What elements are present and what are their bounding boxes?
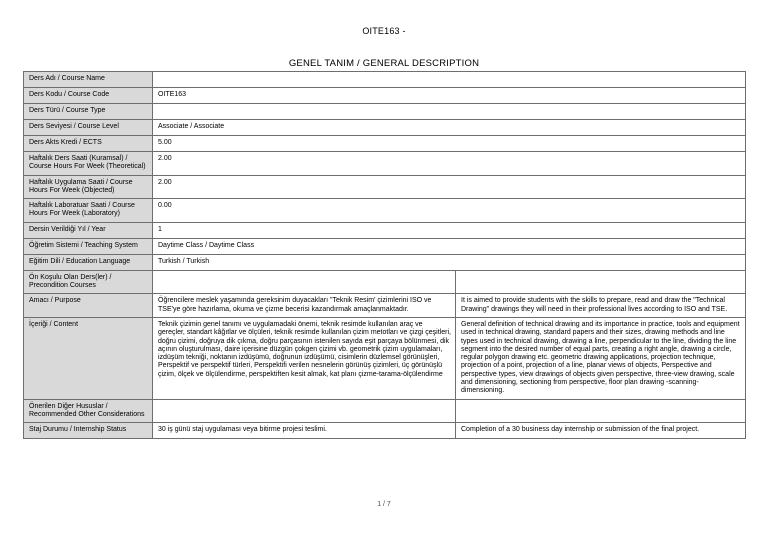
row-value: 2.00 [153, 175, 746, 199]
row-value-turkish [153, 399, 456, 423]
row-value-english: It is aimed to provide students with the skills to prepare, read and draw the "Technical Drawing" drawings they will need in their professional lives according to ISO and TSE. [456, 294, 746, 318]
table-row [24, 317, 746, 399]
row-value-english [456, 399, 746, 423]
row-label: Eğitim Dili / Education Language [24, 254, 153, 270]
row-label: İçeriği / Content [24, 317, 153, 399]
table-row [24, 270, 746, 294]
row-label: Ders Kodu / Course Code [24, 88, 153, 104]
table-row [24, 136, 746, 152]
row-value: Daytime Class / Daytime Class [153, 238, 746, 254]
table-row [24, 294, 746, 318]
table-row [24, 152, 746, 176]
row-value-turkish: Öğrencilere meslek yaşamında gereksinim duyacakları "Teknik Resim' çizimlerini ISO ve TSE'ye göre hazırlama, okuma ve çizme becerisi kazandırmak amaçlanmaktadır. [153, 294, 456, 318]
table-row [24, 199, 746, 223]
row-label: Öğretim Sistemi / Teaching System [24, 238, 153, 254]
row-value [153, 72, 746, 88]
row-label: Dersin Verildiği Yıl / Year [24, 222, 153, 238]
row-value: 0.00 [153, 199, 746, 223]
table-row [24, 72, 746, 88]
row-value: 2.00 [153, 152, 746, 176]
row-value-english: General definition of technical drawing and its importance in practice, tools and equipment used in technical drawing, standard papers and their sizes, drawing methods and line types used in technical drawing, drawing a line, perpendicular to the line, dividing the line segment into the desired number of equal parts, creating a right angle, drawing a circle, regular polygon drawing etc. geometric drawing applications, projection technique, projection of a point, projection of a line, planar views of objects, Perspective and perspective types, view drawings of objects given perspective, three-view drawing, scale and dimensioning, sectioning from perspective, floor plan drawing -scanning-dimensioning. [456, 317, 746, 399]
row-value: Associate / Associate [153, 120, 746, 136]
table-row [24, 423, 746, 439]
row-value: 5.00 [153, 136, 746, 152]
table-row [24, 399, 746, 423]
row-label: Ders Akts Kredi / ECTS [24, 136, 153, 152]
row-value: OITE163 [153, 88, 746, 104]
row-value: 1 [153, 222, 746, 238]
page-number: 1 / 7 [377, 501, 391, 508]
row-label: Ders Seviyesi / Course Level [24, 120, 153, 136]
row-value [153, 104, 746, 120]
row-value-turkish: 30 iş günü staj uygulaması veya bitirme projesi teslimi. [153, 423, 456, 439]
row-label: Önerilen Diğer Hususlar / Recommended Other Considerations [24, 399, 153, 423]
row-value: Turkish / Turkish [153, 254, 746, 270]
row-value-english: Completion of a 30 business day internship or submission of the final project. [456, 423, 746, 439]
table-row [24, 120, 746, 136]
row-value-english [456, 270, 746, 294]
row-label: Haftalık Uygulama Saati / Course Hours For Week (Objected) [24, 175, 153, 199]
row-label: Haftalık Laboratuar Saati / Course Hours For Week (Laboratory) [24, 199, 153, 223]
table-row [24, 175, 746, 199]
table-row [24, 238, 746, 254]
document-title: OITE163 - [362, 26, 406, 36]
row-label: Haftalık Ders Saati (Kuramsal) / Course Hours For Week (Theoretical) [24, 152, 153, 176]
row-label: Ders Adı / Course Name [24, 72, 153, 88]
row-value-turkish: Teknik çizimin genel tanımı ve uygulamadaki önemi, teknik resimde kullanılan araç ve gereçler, standart kâğıtlar ve ölçüleri, teknik resimde kullanılan çizim metotları ve çizgi çeşitleri, doğru çizimi, doğruya dik çıkma, doğru parçasının istenilen sayıda eşit parçaya bölünmesi, dik açının oluşturulması, daire içerisine düzgün çokgen çizimi vb. geometrik çizim uygulamaları, izdüşüm tekniği, noktanın izdüşümü, doğrunun izdüşümü, cisimlerin düzlemsel görünüşleri, Perspektif ve perspektif türleri, Perspektifi verilen nesnelerin görünüş çizimleri, üç görünüşlü çizim, ölçek ve ölçülendirme, perspektiften kesit almak, kat planı çizme-tarama-ölçülendirme [153, 317, 456, 399]
course-description-table [23, 71, 746, 439]
table-row [24, 254, 746, 270]
section-heading: GENEL TANIM / GENERAL DESCRIPTION [288, 58, 480, 69]
table-row [24, 104, 746, 120]
table-row [24, 88, 746, 104]
row-label: Amacı / Purpose [24, 294, 153, 318]
row-value-turkish [153, 270, 456, 294]
table-row [24, 222, 746, 238]
row-label: Ders Türü / Course Type [24, 104, 153, 120]
row-label: Staj Durumu / Internship Status [24, 423, 153, 439]
row-label: Ön Koşulu Olan Ders(ler) / Precondition Courses [24, 270, 153, 294]
